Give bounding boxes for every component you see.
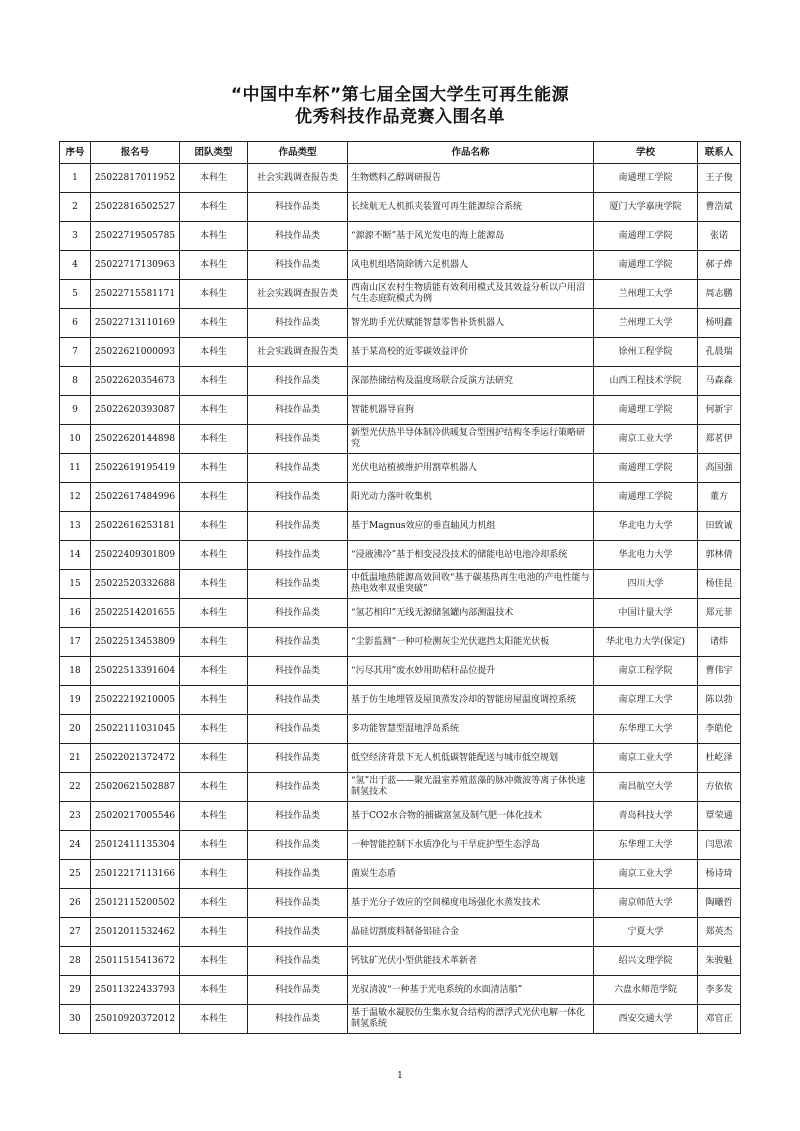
- table-row: [60, 686, 741, 715]
- cell-contact: 郑英杰: [698, 918, 741, 947]
- cell-contact: 李多发: [698, 976, 741, 1005]
- cell-work-name: 中低温地热能源高效回收“基于碳基热再生电池的产电性能与热电效率双重突破”: [348, 570, 594, 599]
- cell-contact: 杨佳昆: [698, 570, 741, 599]
- cell-contact: 高国强: [698, 454, 741, 483]
- table-row: [60, 541, 741, 570]
- cell-contact: 曹伟宇: [698, 657, 741, 686]
- cell-index: 20: [60, 715, 91, 744]
- column-header-work-name: 作品名称: [348, 142, 594, 164]
- cell-school: 中国计量大学: [594, 599, 698, 628]
- cell-work-name: 晶硅切割废料制备铝硅合金: [348, 918, 594, 947]
- cell-contact: 郑茗伊: [698, 425, 741, 454]
- cell-work-type: 科技作品类: [248, 947, 348, 976]
- cell-registration-no: 25022620144898: [91, 425, 180, 454]
- table-row: [60, 280, 741, 309]
- cell-team-type: 本科生: [180, 512, 248, 541]
- table-row: [60, 512, 741, 541]
- cell-school: 南通理工学院: [594, 251, 698, 280]
- cell-work-name: 西南山区农村生物质能有效利用模式及其效益分析以户用沼气生态庭院模式为例: [348, 280, 594, 309]
- cell-team-type: 本科生: [180, 396, 248, 425]
- column-header-school: 学校: [594, 142, 698, 164]
- cell-index: 29: [60, 976, 91, 1005]
- cell-team-type: 本科生: [180, 222, 248, 251]
- cell-team-type: 本科生: [180, 889, 248, 918]
- cell-team-type: 本科生: [180, 541, 248, 570]
- table-row: [60, 947, 741, 976]
- cell-work-type: 科技作品类: [248, 570, 348, 599]
- cell-registration-no: 25012011532462: [91, 918, 180, 947]
- cell-work-type: 科技作品类: [248, 193, 348, 222]
- cell-team-type: 本科生: [180, 599, 248, 628]
- cell-school: 南通理工学院: [594, 222, 698, 251]
- cell-team-type: 本科生: [180, 831, 248, 860]
- cell-work-type: 科技作品类: [248, 222, 348, 251]
- column-header-registration-no: 报名号: [91, 142, 180, 164]
- cell-work-type: 科技作品类: [248, 367, 348, 396]
- cell-index: 22: [60, 773, 91, 802]
- cell-team-type: 本科生: [180, 918, 248, 947]
- cell-registration-no: 25022617484996: [91, 483, 180, 512]
- cell-team-type: 本科生: [180, 425, 248, 454]
- cell-registration-no: 25022719505785: [91, 222, 180, 251]
- table-row: [60, 367, 741, 396]
- cell-team-type: 本科生: [180, 309, 248, 338]
- cell-registration-no: 25022619195419: [91, 454, 180, 483]
- column-header-team-type: 团队类型: [180, 142, 248, 164]
- cell-work-name: 基于仿生地埋管及屋顶蒸发冷却的智能房屋温度调控系统: [348, 686, 594, 715]
- cell-school: 宁夏大学: [594, 918, 698, 947]
- cell-work-type: 科技作品类: [248, 541, 348, 570]
- cell-school: 南京工业大学: [594, 860, 698, 889]
- cell-work-name: 长续航无人机抓夹装置可再生能源综合系统: [348, 193, 594, 222]
- cell-work-name: 阳光动力落叶收集机: [348, 483, 594, 512]
- finalist-table: [59, 141, 741, 1034]
- cell-contact: 曹浩斌: [698, 193, 741, 222]
- cell-team-type: 本科生: [180, 686, 248, 715]
- cell-school: 华北电力大学: [594, 512, 698, 541]
- cell-contact: 孔晨瑞: [698, 338, 741, 367]
- cell-work-type: 科技作品类: [248, 599, 348, 628]
- table-row: [60, 889, 741, 918]
- cell-contact: 田致诚: [698, 512, 741, 541]
- cell-index: 1: [60, 164, 91, 193]
- cell-index: 30: [60, 1005, 91, 1034]
- table-row: [60, 744, 741, 773]
- cell-school: 华北电力大学(保定): [594, 628, 698, 657]
- cell-school: 南昌航空大学: [594, 773, 698, 802]
- cell-work-name: 钙钛矿光伏小型供能技术革新者: [348, 947, 594, 976]
- cell-index: 12: [60, 483, 91, 512]
- table-row: [60, 831, 741, 860]
- cell-work-name: 智光助手光伏赋能智慧零售补货机器人: [348, 309, 594, 338]
- cell-school: 南京工业大学: [594, 425, 698, 454]
- column-header-contact: 联系人: [698, 142, 741, 164]
- cell-registration-no: 25022817011952: [91, 164, 180, 193]
- cell-work-name: 基于CO2水合物的捕碳富氢及制气肥一体化技术: [348, 802, 594, 831]
- cell-contact: 何新宇: [698, 396, 741, 425]
- table-row: [60, 164, 741, 193]
- table-row: [60, 1005, 741, 1034]
- cell-contact: 周志鹏: [698, 280, 741, 309]
- cell-registration-no: 25022520332688: [91, 570, 180, 599]
- cell-work-type: 科技作品类: [248, 657, 348, 686]
- cell-school: 东华理工大学: [594, 831, 698, 860]
- document-title-line1: “中国中车杯”第七届全国大学生可再生能源: [230, 85, 570, 105]
- cell-registration-no: 25020621502887: [91, 773, 180, 802]
- cell-contact: 陶曦哲: [698, 889, 741, 918]
- cell-contact: 马森森: [698, 367, 741, 396]
- cell-school: 华北电力大学: [594, 541, 698, 570]
- cell-work-name: 风电机组塔筒除锈六足机器人: [348, 251, 594, 280]
- table-row: [60, 570, 741, 599]
- table-row: [60, 802, 741, 831]
- table-row: [60, 657, 741, 686]
- cell-team-type: 本科生: [180, 338, 248, 367]
- cell-work-name: 一种智能控制下水质净化与干旱庇护型生态浮岛: [348, 831, 594, 860]
- cell-work-name: “氢芯相印”无线无源储氢罐内部测温技术: [348, 599, 594, 628]
- cell-registration-no: 25012217113166: [91, 860, 180, 889]
- cell-contact: 李皓伦: [698, 715, 741, 744]
- cell-team-type: 本科生: [180, 280, 248, 309]
- cell-work-name: 低空经济背景下无人机低碳智能配送与城市低空规划: [348, 744, 594, 773]
- cell-registration-no: 25010920372012: [91, 1005, 180, 1034]
- cell-index: 10: [60, 425, 91, 454]
- cell-registration-no: 25020217005546: [91, 802, 180, 831]
- cell-work-name: “浸液沸冷”基于相变浸没技术的储能电站电池冷却系统: [348, 541, 594, 570]
- cell-index: 13: [60, 512, 91, 541]
- cell-contact: 郝子烨: [698, 251, 741, 280]
- cell-work-name: 光伏电站植被维护用割草机器人: [348, 454, 594, 483]
- cell-work-type: 科技作品类: [248, 396, 348, 425]
- cell-index: 15: [60, 570, 91, 599]
- cell-work-name: 基于光分子效应的空间梯度电场强化水蒸发技术: [348, 889, 594, 918]
- cell-school: 南京理工大学: [594, 686, 698, 715]
- cell-index: 17: [60, 628, 91, 657]
- cell-team-type: 本科生: [180, 164, 248, 193]
- cell-index: 24: [60, 831, 91, 860]
- cell-index: 19: [60, 686, 91, 715]
- table-row: [60, 251, 741, 280]
- cell-registration-no: 25022620354673: [91, 367, 180, 396]
- cell-work-type: 科技作品类: [248, 454, 348, 483]
- cell-registration-no: 25022219210005: [91, 686, 180, 715]
- cell-contact: 杨明鑫: [698, 309, 741, 338]
- cell-work-name: “尘影监测”一种可检测灰尘光伏遮挡太阳能光伏板: [348, 628, 594, 657]
- cell-work-type: 科技作品类: [248, 686, 348, 715]
- cell-registration-no: 25022620393087: [91, 396, 180, 425]
- cell-registration-no: 25022816502527: [91, 193, 180, 222]
- cell-registration-no: 25022621000093: [91, 338, 180, 367]
- cell-registration-no: 25022514201655: [91, 599, 180, 628]
- cell-work-name: 基于某高校的近零碳效益评价: [348, 338, 594, 367]
- cell-school: 东华理工大学: [594, 715, 698, 744]
- cell-school: 南通理工学院: [594, 454, 698, 483]
- cell-work-name: 光驭清波“一种基于光电系统的水面清洁船”: [348, 976, 594, 1005]
- cell-work-name: “污尽其用”废水妙用助秸秆品位提升: [348, 657, 594, 686]
- cell-work-name: 智能机器导盲狗: [348, 396, 594, 425]
- cell-team-type: 本科生: [180, 744, 248, 773]
- cell-registration-no: 25022513391604: [91, 657, 180, 686]
- cell-school: 兰州理工大学: [594, 309, 698, 338]
- table-header-row: [60, 142, 741, 164]
- cell-work-name: 生物燃料乙醇调研报告: [348, 164, 594, 193]
- table-row: [60, 338, 741, 367]
- cell-index: 21: [60, 744, 91, 773]
- table-row: [60, 860, 741, 889]
- cell-registration-no: 25022021372472: [91, 744, 180, 773]
- cell-school: 六盘水师范学院: [594, 976, 698, 1005]
- cell-school: 南通理工学院: [594, 483, 698, 512]
- cell-registration-no: 25022616253181: [91, 512, 180, 541]
- column-header-work-type: 作品类型: [248, 142, 348, 164]
- table-row: [60, 193, 741, 222]
- cell-team-type: 本科生: [180, 570, 248, 599]
- cell-work-type: 科技作品类: [248, 773, 348, 802]
- table-row: [60, 222, 741, 251]
- cell-registration-no: 25012115200502: [91, 889, 180, 918]
- cell-contact: 诸炜: [698, 628, 741, 657]
- cell-contact: 杜屹泽: [698, 744, 741, 773]
- cell-school: 南通理工学院: [594, 164, 698, 193]
- cell-team-type: 本科生: [180, 860, 248, 889]
- cell-work-name: “源源不断”基于风光发电的海上能源岛: [348, 222, 594, 251]
- cell-index: 27: [60, 918, 91, 947]
- cell-work-type: 科技作品类: [248, 918, 348, 947]
- cell-registration-no: 25022715581171: [91, 280, 180, 309]
- cell-school: 四川大学: [594, 570, 698, 599]
- cell-work-type: 科技作品类: [248, 889, 348, 918]
- table-row: [60, 425, 741, 454]
- table-row: [60, 309, 741, 338]
- cell-team-type: 本科生: [180, 367, 248, 396]
- cell-index: 26: [60, 889, 91, 918]
- cell-contact: 郑元菲: [698, 599, 741, 628]
- cell-contact: 杨诗琦: [698, 860, 741, 889]
- cell-work-type: 科技作品类: [248, 831, 348, 860]
- cell-index: 28: [60, 947, 91, 976]
- cell-contact: 闫思浓: [698, 831, 741, 860]
- cell-index: 18: [60, 657, 91, 686]
- cell-contact: 王子俊: [698, 164, 741, 193]
- cell-contact: 董方: [698, 483, 741, 512]
- cell-team-type: 本科生: [180, 657, 248, 686]
- cell-contact: 张诺: [698, 222, 741, 251]
- table-row: [60, 628, 741, 657]
- cell-school: 南京工程学院: [594, 657, 698, 686]
- cell-registration-no: 25012411135304: [91, 831, 180, 860]
- cell-index: 4: [60, 251, 91, 280]
- cell-work-type: 社会实践调查报告类: [248, 338, 348, 367]
- page-number: 1: [397, 1071, 403, 1081]
- cell-team-type: 本科生: [180, 976, 248, 1005]
- cell-team-type: 本科生: [180, 715, 248, 744]
- cell-school: 西安交通大学: [594, 1005, 698, 1034]
- cell-registration-no: 25022409301809: [91, 541, 180, 570]
- cell-work-type: 科技作品类: [248, 715, 348, 744]
- table-row: [60, 918, 741, 947]
- cell-work-type: 科技作品类: [248, 425, 348, 454]
- cell-work-name: 多功能智慧型湿地浮岛系统: [348, 715, 594, 744]
- cell-contact: 陈以勃: [698, 686, 741, 715]
- table-row: [60, 599, 741, 628]
- cell-school: 徐州工程学院: [594, 338, 698, 367]
- cell-index: 6: [60, 309, 91, 338]
- cell-registration-no: 25022111031045: [91, 715, 180, 744]
- cell-registration-no: 25011515413672: [91, 947, 180, 976]
- cell-team-type: 本科生: [180, 802, 248, 831]
- cell-school: 山西工程技术学院: [594, 367, 698, 396]
- cell-school: 南京工业大学: [594, 744, 698, 773]
- cell-school: 南通理工学院: [594, 396, 698, 425]
- cell-work-type: 科技作品类: [248, 309, 348, 338]
- cell-contact: 朱骏魁: [698, 947, 741, 976]
- document-title-line2: 优秀科技作品竞赛入围名单: [295, 107, 505, 127]
- cell-index: 11: [60, 454, 91, 483]
- table-row: [60, 715, 741, 744]
- cell-index: 7: [60, 338, 91, 367]
- cell-work-type: 科技作品类: [248, 744, 348, 773]
- cell-school: 青岛科技大学: [594, 802, 698, 831]
- cell-school: 绍兴文理学院: [594, 947, 698, 976]
- cell-work-type: 科技作品类: [248, 251, 348, 280]
- cell-work-name: 菌炭生态盾: [348, 860, 594, 889]
- table-row: [60, 773, 741, 802]
- cell-contact: 邓官正: [698, 1005, 741, 1034]
- cell-work-name: 深部热储结构及温度场联合反演方法研究: [348, 367, 594, 396]
- cell-work-name: 基于温敏水凝胶仿生集水复合结构的漂浮式光伏电解一体化制氢系统: [348, 1005, 594, 1034]
- cell-team-type: 本科生: [180, 1005, 248, 1034]
- cell-team-type: 本科生: [180, 193, 248, 222]
- cell-contact: 方依依: [698, 773, 741, 802]
- cell-work-type: 科技作品类: [248, 860, 348, 889]
- cell-index: 3: [60, 222, 91, 251]
- cell-work-type: 科技作品类: [248, 976, 348, 1005]
- cell-index: 23: [60, 802, 91, 831]
- cell-school: 南京师范大学: [594, 889, 698, 918]
- cell-school: 兰州理工大学: [594, 280, 698, 309]
- cell-work-type: 社会实践调查报告类: [248, 280, 348, 309]
- cell-work-type: 科技作品类: [248, 1005, 348, 1034]
- cell-registration-no: 25022713110169: [91, 309, 180, 338]
- cell-index: 5: [60, 280, 91, 309]
- cell-index: 9: [60, 396, 91, 425]
- cell-team-type: 本科生: [180, 947, 248, 976]
- cell-work-type: 科技作品类: [248, 628, 348, 657]
- cell-registration-no: 25011322433793: [91, 976, 180, 1005]
- cell-index: 25: [60, 860, 91, 889]
- cell-work-name: “氢”出于蓝——聚光温室养殖蓝藻的脉冲微波等离子体快速制氢技术: [348, 773, 594, 802]
- cell-work-type: 科技作品类: [248, 512, 348, 541]
- cell-work-name: 新型光伏热半导体制冷供暖复合型围护结构冬季运行策略研究: [348, 425, 594, 454]
- cell-team-type: 本科生: [180, 454, 248, 483]
- cell-index: 8: [60, 367, 91, 396]
- cell-work-type: 社会实践调查报告类: [248, 164, 348, 193]
- cell-index: 16: [60, 599, 91, 628]
- cell-school: 厦门大学嘉庚学院: [594, 193, 698, 222]
- table-row: [60, 454, 741, 483]
- cell-contact: 覃荣通: [698, 802, 741, 831]
- table-row: [60, 483, 741, 512]
- column-header-index: 序号: [60, 142, 91, 164]
- cell-work-type: 科技作品类: [248, 802, 348, 831]
- cell-index: 2: [60, 193, 91, 222]
- cell-team-type: 本科生: [180, 628, 248, 657]
- table-row: [60, 396, 741, 425]
- cell-work-type: 科技作品类: [248, 483, 348, 512]
- cell-team-type: 本科生: [180, 483, 248, 512]
- cell-registration-no: 25022513453809: [91, 628, 180, 657]
- cell-registration-no: 25022717130963: [91, 251, 180, 280]
- cell-contact: 郭林倩: [698, 541, 741, 570]
- cell-team-type: 本科生: [180, 773, 248, 802]
- cell-team-type: 本科生: [180, 251, 248, 280]
- cell-index: 14: [60, 541, 91, 570]
- cell-work-name: 基于Magnus效应的垂直轴风力机组: [348, 512, 594, 541]
- table-row: [60, 976, 741, 1005]
